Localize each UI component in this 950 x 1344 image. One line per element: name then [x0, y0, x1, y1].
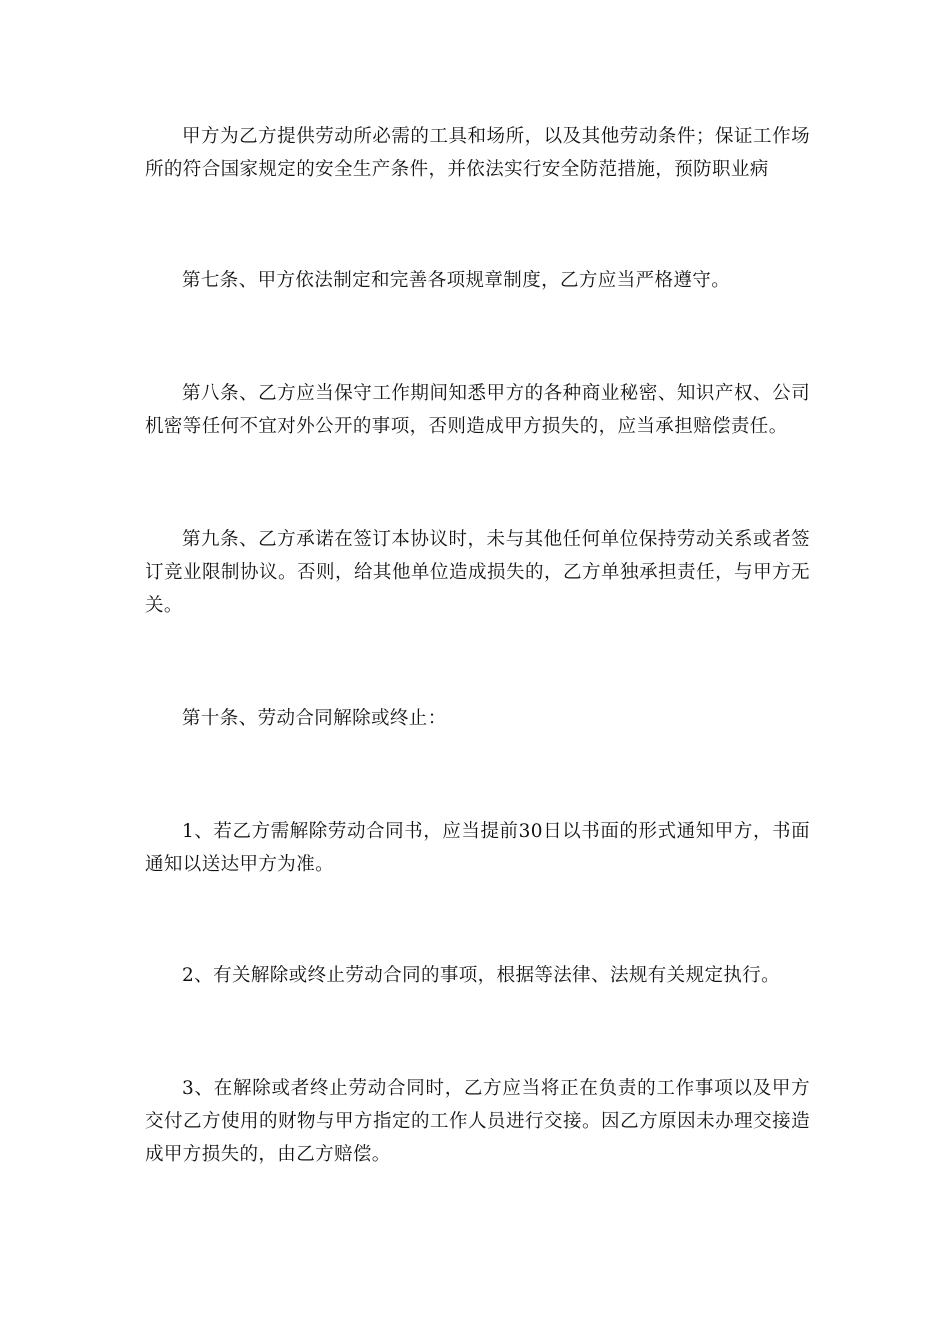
paragraph-clause-1: 1、若乙方需解除劳动合同书，应当提前30日以书面的形式通知甲方，书面通知以送达甲方为准。 — [145, 821, 810, 875]
paragraph-article-7: 第七条、甲方依法制定和完善各项规章制度，乙方应当严格遵守。 — [182, 270, 731, 291]
document-body — [145, 120, 810, 1171]
paragraph-clause-3: 3、在解除或者终止劳动合同时，乙方应当将正在负责的工作事项以及甲方交付乙方使用的财物与甲方指定的工作人员进行交接。因乙方原因未办理交接造成甲方损失的，由乙方赔偿。 — [145, 1078, 810, 1165]
paragraph-article-9: 第九条、乙方承诺在签订本协议时，未与其他任何单位保持劳动关系或者签订竞业限制协议。否则，给其他单位造成损失的，乙方单独承担责任，与甲方无关。 — [145, 529, 810, 616]
paragraph-clause-2: 2、有关解除或终止劳动合同的事项，根据等法律、法规有关规定执行。 — [182, 965, 781, 986]
paragraph-work-conditions: 甲方为乙方提供劳动所必需的工具和场所，以及其他劳动条件；保证工作场所的符合国家规定的安全生产条件，并依法实行安全防范措施，预防职业病 — [145, 126, 810, 180]
paragraph-article-10: 第十条、劳动合同解除或终止： — [182, 708, 447, 729]
paragraph-article-8: 第八条、乙方应当保守工作期间知悉甲方的各种商业秘密、知识产权、公司机密等任何不宜对外公开的事项，否则造成甲方损失的，应当承担赔偿责任。 — [145, 383, 810, 437]
